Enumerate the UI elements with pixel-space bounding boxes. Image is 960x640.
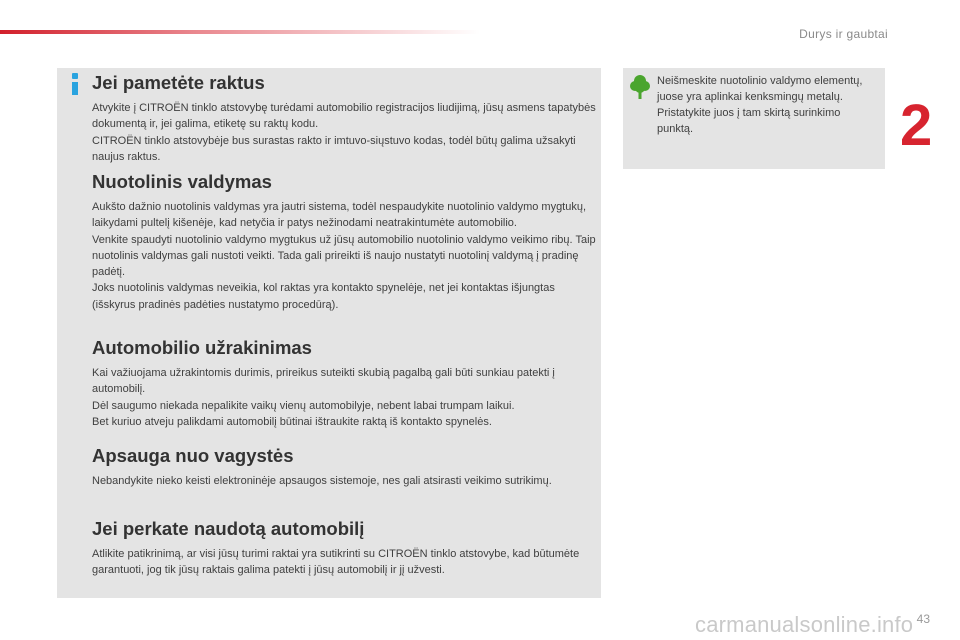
watermark-text: carmanualsonline.info xyxy=(695,612,914,637)
section-lost-keys xyxy=(92,72,597,165)
eco-note-text xyxy=(657,73,877,137)
section-paragraph: Joks nuotolinis valdymas neveikia, kol raktas yra kontakto spynelėje, net jei kontaktas išjungtas (išskyrus pradinės padėties nustatymo procedūrą). xyxy=(92,282,555,311)
section-paragraph: CITROËN tinklo atstovybėje bus surastas rakto ir imtuvo-siųstuvo kodas, todėl būtų galima užsakyti naujus raktus. xyxy=(92,134,576,163)
info-icon xyxy=(68,70,84,98)
header-accent-bar xyxy=(0,30,480,34)
section-paragraph: Atvykite į CITROËN tinklo atstovybę turėdami automobilio registracijos liudijimą, jūsų asmens tapatybės dokumentą ir, jei galima, etiketę su raktų kodu. xyxy=(92,102,596,131)
section-title: Jei perkate naudotą automobilį xyxy=(92,518,365,539)
section-remote-control xyxy=(92,171,597,313)
section-paragraph: Bet kuriuo atveju palikdami automobilį būtinai ištraukite raktą iš kontakto spynelės. xyxy=(92,415,492,428)
eco-tree-icon xyxy=(630,74,650,100)
section-title: Apsauga nuo vagystės xyxy=(92,445,294,466)
chapter-number: 2 xyxy=(900,93,933,158)
section-paragraph: Dėl saugumo niekada nepalikite vaikų vienų automobilyje, nebent labai trumpam laikui. xyxy=(92,399,515,412)
section-vehicle-locking xyxy=(92,337,597,430)
page-number: 43 xyxy=(916,612,930,626)
section-anti-theft xyxy=(92,445,597,489)
section-paragraph: Atlikite patikrinimą, ar visi jūsų turimi raktai yra sutikrinti su CITROËN tinklo atstovybe, kad būtumėte garantuoti, jog tik jūsų raktais galima patekti į jūsų automobilį ir jį užvesti. xyxy=(92,548,580,577)
info-icon-stem xyxy=(72,82,78,95)
chapter-title: Durys ir gaubtai xyxy=(799,27,888,41)
section-paragraph: Kai važiuojama užrakintomis durimis, prireikus suteikti skubią pagalbą gali būti sunkiau patekti į automobilį. xyxy=(92,367,555,396)
section-paragraph: Venkite spaudyti nuotolinio valdymo mygtukus už jūsų automobilio nuotolinio valdymo veikimo ribų. Taip nuotolinis valdymas gali nustoti veikti. Tada gali prireikti iš naujo nustatyti nuotolinį valdymą į pradinę padėtį. xyxy=(92,233,596,279)
section-paragraph: Nebandykite nieko keisti elektroninėje apsaugos sistemoje, nes gali atsirasti veikimo sutrikimų. xyxy=(92,475,552,487)
eco-note-paragraph: Pristatykite juos į tam skirtą surinkimo punktą. xyxy=(657,107,841,135)
info-icon-dot xyxy=(72,73,78,79)
eco-note-paragraph: Neišmeskite nuotolinio valdymo elementų, juose yra aplinkai kenksmingų metalų. xyxy=(657,75,863,103)
section-used-vehicle xyxy=(92,518,597,579)
section-paragraph: Aukšto dažnio nuotolinis valdymas yra jautri sistema, todėl nespaudykite nuotolinio valdymo mygtukų, laikydami pultelį kišenėje, kad netyčia ir patys nežinodami neatrakintumėte automobilio. xyxy=(92,201,587,230)
section-title: Nuotolinis valdymas xyxy=(92,171,272,192)
section-title: Jei pametėte raktus xyxy=(92,72,265,93)
section-title: Automobilio užrakinimas xyxy=(92,337,312,358)
